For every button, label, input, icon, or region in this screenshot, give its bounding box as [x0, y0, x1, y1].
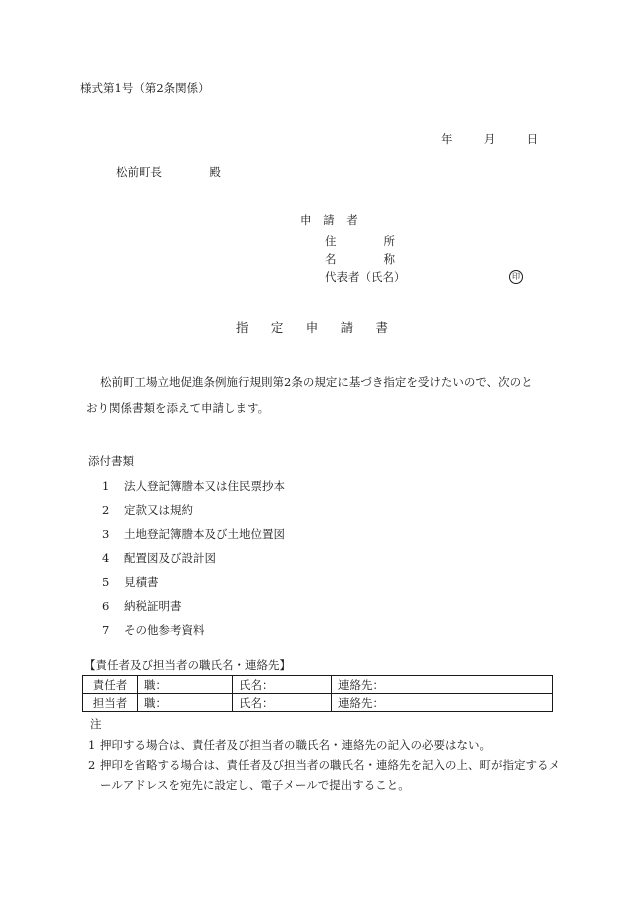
document-title: [236, 318, 388, 336]
attachment-number: 7: [102, 623, 110, 637]
address-label-char-1: 住: [325, 234, 337, 248]
contact-cell: 連絡先：: [332, 676, 553, 694]
address-label-char-2: 所: [383, 234, 395, 248]
table-row: [83, 694, 553, 712]
date-day-label: 日: [526, 132, 539, 146]
title-char: 指: [236, 320, 249, 335]
attachment-item: [102, 550, 216, 566]
attachment-text: 見積書: [124, 575, 159, 589]
name-label-char-2: 称: [383, 252, 395, 266]
body-text-line-2: おり関係書類を添えて申請します。: [86, 401, 270, 415]
attachment-text: 法人登記簿謄本又は住民票抄本: [124, 479, 285, 493]
attachment-item: [102, 478, 285, 494]
table-row: [83, 676, 553, 694]
attachment-text: 土地登記簿謄本及び土地位置図: [124, 527, 285, 541]
attachment-number: 4: [102, 551, 110, 565]
attachment-number: 5: [102, 575, 110, 589]
addressee: [116, 164, 221, 180]
attachment-number: 1: [102, 479, 110, 493]
contact-table: [82, 675, 553, 712]
name-cell: 氏名：: [233, 676, 332, 694]
note-text: 押印する場合は、責任者及び担当者の職氏名・連絡先の記入の必要はない。: [100, 738, 491, 752]
attachment-item: [102, 502, 193, 518]
attachment-item: [102, 622, 205, 638]
form-number: 様式第1号（第2条関係）: [80, 81, 210, 95]
note-item: [88, 755, 560, 795]
note-item: [88, 735, 560, 755]
attachment-number: 6: [102, 599, 110, 613]
note-text: 押印を省略する場合は、責任者及び担当者の職氏名・連絡先を記入の上、町が指定するメールアドレスを宛先に設定し、電子メールで提出すること。: [100, 758, 560, 792]
attachment-item: [102, 574, 159, 590]
attachment-text: その他参考資料: [124, 623, 205, 637]
contact-table-heading: 【責任者及び担当者の職氏名・連絡先】: [84, 658, 291, 672]
applicant-label: 申 請 者: [300, 213, 362, 227]
role-cell: 担当者: [83, 694, 138, 712]
address-label: [325, 233, 395, 249]
name-label: [325, 251, 395, 267]
role-cell: 責任者: [83, 676, 138, 694]
date-year-label: 年: [441, 132, 453, 146]
attachment-text: 配置図及び設計図: [124, 551, 216, 565]
attachment-text: 納税証明書: [124, 599, 182, 613]
name-label-char-1: 名: [325, 252, 337, 266]
attachment-number: 3: [102, 527, 110, 541]
addressee-honorific: 殿: [209, 165, 221, 179]
name-cell: 氏名：: [233, 694, 332, 712]
attachment-text: 定款又は規約: [124, 503, 193, 517]
contact-cell: 連絡先：: [332, 694, 553, 712]
body-text-line-1: 松前町工場立地促進条例施行規則第2条の規定に基づき指定を受けたいので、次のと: [100, 375, 533, 389]
note-number: 2: [88, 758, 96, 772]
title-char: 申: [305, 320, 319, 335]
attachment-item: [102, 598, 182, 614]
title-char: 書: [375, 320, 388, 335]
attachment-item: [102, 526, 285, 542]
addressee-name: 松前町長: [116, 165, 162, 179]
title-char: 定: [270, 320, 284, 335]
attachments-heading: 添付書類: [88, 454, 134, 468]
date-line: [441, 131, 538, 147]
attachment-number: 2: [102, 503, 110, 517]
note-number: 1: [88, 738, 96, 752]
representative-label: 代表者（氏名）: [325, 270, 406, 284]
position-cell: 職：: [138, 676, 233, 694]
seal-icon: 印: [509, 270, 523, 284]
position-cell: 職：: [138, 694, 233, 712]
title-char: 請: [340, 320, 354, 335]
date-month-label: 月: [483, 132, 496, 146]
notes-heading: 注: [90, 717, 102, 731]
seal-mark: [509, 268, 523, 284]
